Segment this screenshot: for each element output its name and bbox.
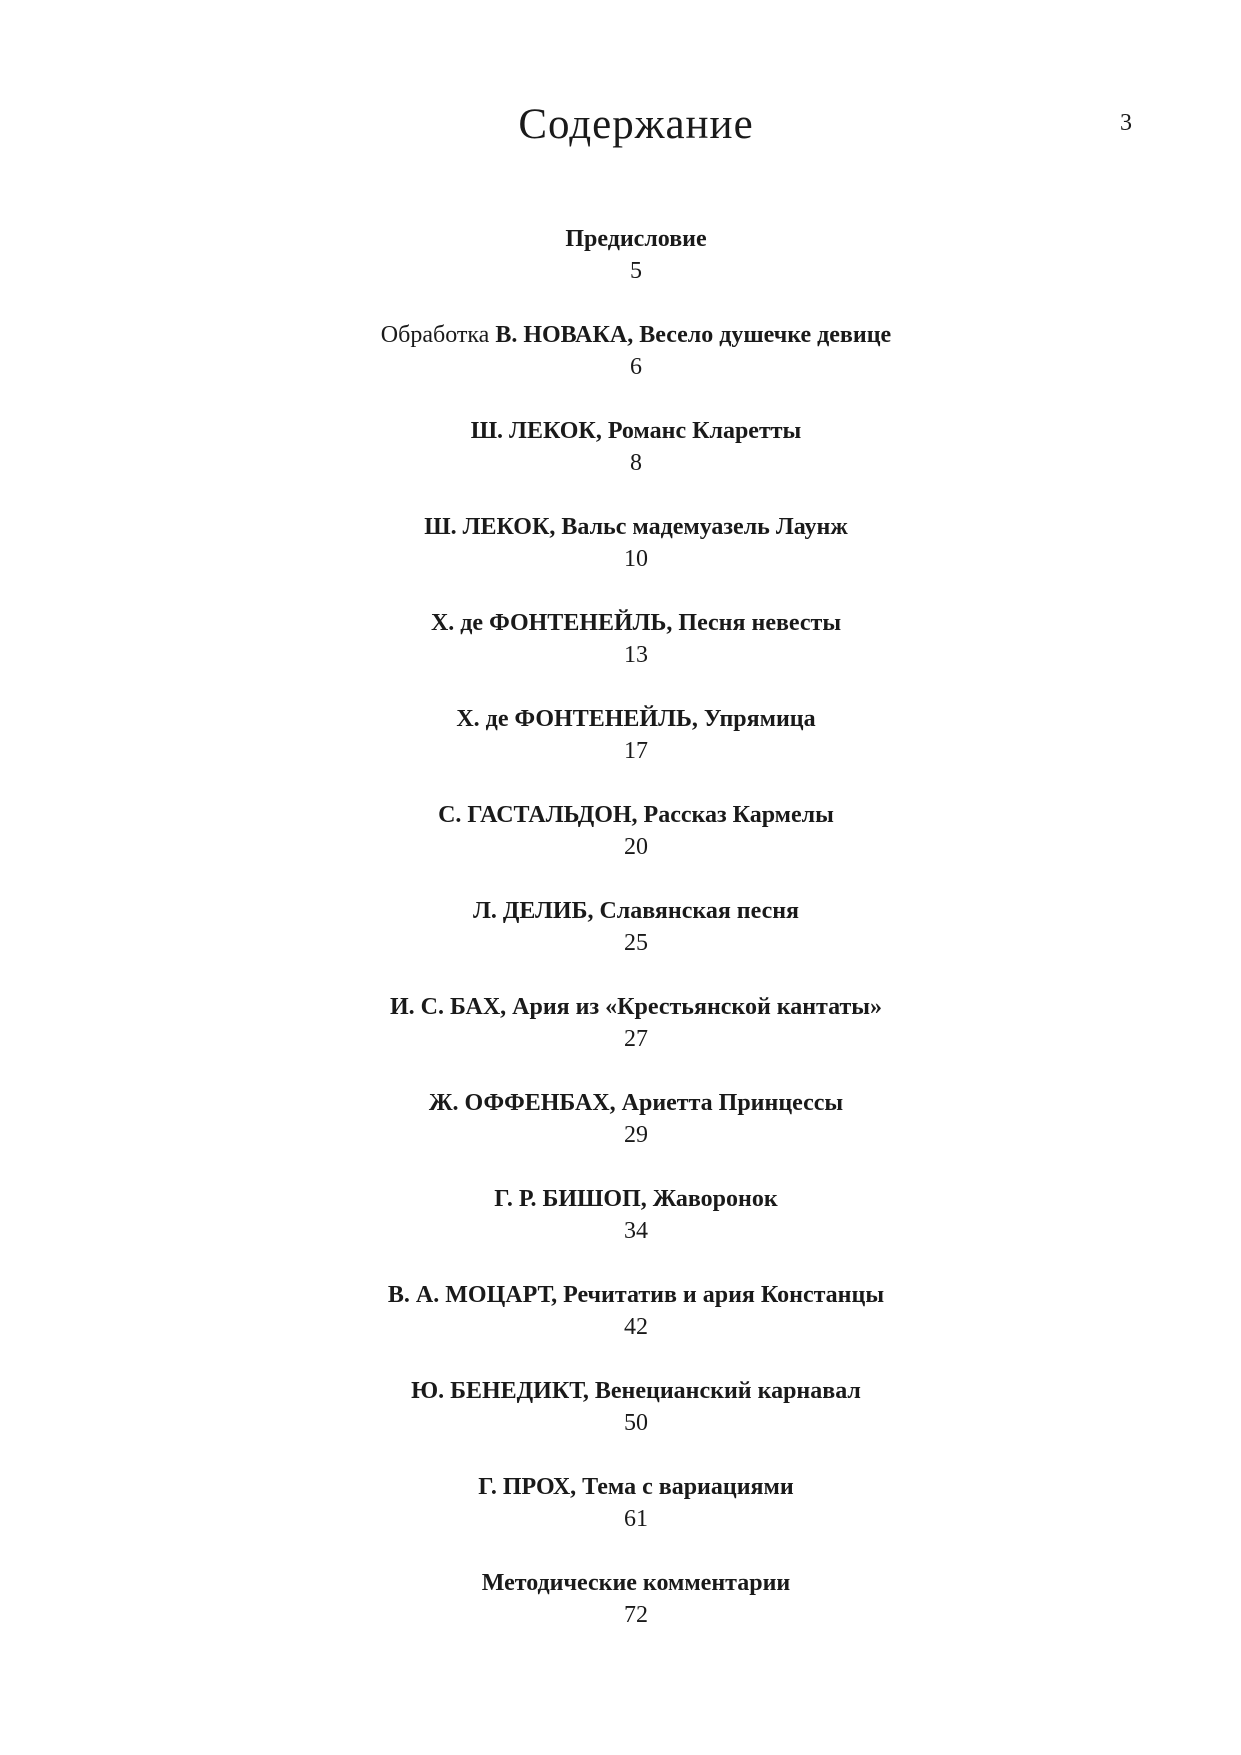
toc-entry-title (0, 702, 1241, 736)
toc-entry-label: Ж. ОФФЕНБАХ, Ариетта Принцессы (428, 1090, 844, 1116)
toc-entry[interactable] (0, 414, 1241, 510)
toc-entry-page: 10 (624, 546, 648, 572)
toc-entry[interactable] (0, 798, 1241, 894)
toc-entry-label: И. С. БАХ, Ария из «Крестьянской кантаты» (389, 994, 883, 1020)
toc-entry-page: 20 (624, 834, 648, 860)
table-of-contents (0, 222, 1241, 1662)
toc-entry[interactable] (0, 318, 1241, 414)
toc-entry[interactable] (0, 1374, 1241, 1470)
toc-entry-label: В. А. МОЦАРТ, Речитатив и ария Констанцы (387, 1282, 885, 1308)
toc-entry[interactable] (0, 1470, 1241, 1566)
toc-entry[interactable] (0, 510, 1241, 606)
toc-entry-title (0, 1182, 1241, 1216)
toc-entry-label: Л. ДЕЛИБ, Славянская песня (472, 898, 800, 924)
toc-entry[interactable] (0, 1182, 1241, 1278)
toc-entry-page: 8 (630, 450, 642, 476)
toc-entry-title (0, 1086, 1241, 1120)
toc-entry[interactable] (0, 1278, 1241, 1374)
page-number: 3 (1120, 110, 1132, 136)
toc-entry-title (0, 1470, 1241, 1504)
toc-entry-title (0, 798, 1241, 832)
toc-entry[interactable] (0, 222, 1241, 318)
toc-entry-page: 17 (624, 738, 648, 764)
toc-entry[interactable] (0, 606, 1241, 702)
toc-entry-page: 6 (630, 354, 642, 380)
toc-entry[interactable] (0, 1566, 1241, 1662)
toc-entry-title (0, 606, 1241, 640)
toc-entry-title (0, 510, 1241, 544)
toc-entry-page: 42 (624, 1314, 648, 1340)
toc-entry-label: Ш. ЛЕКОК, Вальс мадемуазель Лаунж (424, 514, 848, 540)
toc-entry-title (0, 990, 1241, 1024)
toc-entry-title (0, 318, 1241, 352)
toc-entry[interactable] (0, 894, 1241, 990)
toc-entry-page: 34 (624, 1218, 648, 1244)
toc-entry-page: 13 (624, 642, 648, 668)
toc-entry-label: Ю. БЕНЕДИКТ, Венецианский карнавал (411, 1378, 861, 1404)
toc-entry-page: 5 (630, 258, 642, 284)
toc-entry-label: Х. де ФОНТЕНЕЙЛЬ, Песня невесты (430, 610, 842, 636)
toc-entry[interactable] (0, 1086, 1241, 1182)
toc-entry-prefix: Обработка (380, 322, 496, 348)
toc-entry-label: Методические комментарии (481, 1570, 791, 1596)
toc-entry-page: 72 (624, 1602, 648, 1628)
toc-entry-label: С. ГАСТАЛЬДОН, Рассказ Кармелы (438, 802, 834, 828)
toc-entry-page: 50 (624, 1410, 648, 1436)
toc-entry-page: 61 (624, 1506, 648, 1532)
toc-entry-label: Ш. ЛЕКОК, Романс Кларетты (470, 418, 802, 444)
toc-entry-title (0, 1566, 1241, 1600)
toc-entry-page: 25 (624, 930, 648, 956)
toc-entry-title (0, 894, 1241, 928)
toc-entry-page: 29 (624, 1122, 648, 1148)
page-title: Содержание (518, 101, 754, 148)
toc-entry-title (0, 1278, 1241, 1312)
toc-entry[interactable] (0, 702, 1241, 798)
toc-entry-title (0, 1374, 1241, 1408)
toc-entry-page: 27 (624, 1026, 648, 1052)
toc-entry[interactable] (0, 990, 1241, 1086)
toc-entry-label: В. НОВАКА, Весело душечке девице (495, 322, 892, 348)
toc-entry-label: Х. де ФОНТЕНЕЙЛЬ, Упрямица (456, 706, 816, 732)
toc-entry-title (0, 414, 1241, 448)
toc-entry-label: Г. ПРОХ, Тема с вариациями (478, 1474, 794, 1500)
toc-entry-title (0, 222, 1241, 256)
toc-entry-label: Г. Р. БИШОП, Жаворонок (494, 1186, 778, 1212)
toc-entry-label: Предисловие (565, 226, 707, 252)
